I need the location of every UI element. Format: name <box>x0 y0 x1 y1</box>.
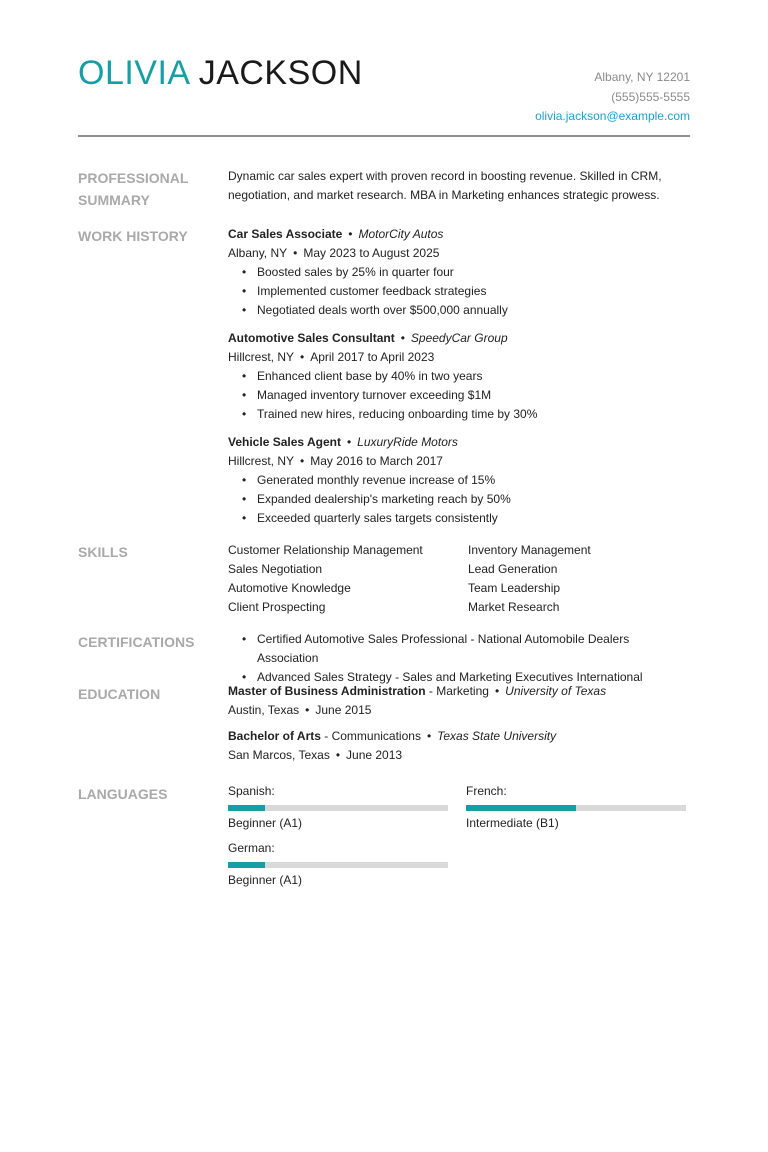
job-entry <box>228 433 690 528</box>
job-bullet: • Expanded dealership's marketing reach by 50% <box>242 490 690 509</box>
job-bullets <box>228 367 690 424</box>
first-name: OLIVIA <box>78 54 189 92</box>
separator-dot: • <box>335 748 341 762</box>
language-entry <box>228 782 466 833</box>
separator-dot: • <box>300 454 305 468</box>
section-label-languages: LANGUAGES <box>78 786 168 802</box>
job-location: Hillcrest, NY <box>228 350 295 364</box>
job-heading <box>228 329 690 348</box>
separator-dot: • <box>348 227 353 241</box>
job-bullet: • Negotiated deals worth over $500,000 annually <box>242 301 690 320</box>
candidate-name <box>78 52 363 94</box>
contact-info <box>535 68 690 127</box>
separator-dot: • <box>293 246 298 260</box>
job-title: Car Sales Associate <box>228 227 343 241</box>
job-meta <box>228 244 690 263</box>
job-location: Albany, NY <box>228 246 288 260</box>
job-dates: May 2016 to March 2017 <box>310 454 443 468</box>
job-bullet: • Enhanced client base by 40% in two years <box>242 367 690 386</box>
section-label-certifications: CERTIFICATIONS <box>78 634 195 650</box>
job-bullets <box>228 471 690 528</box>
school-name: Texas State University <box>437 729 557 743</box>
job-dates: May 2023 to August 2025 <box>303 246 440 260</box>
skill-item: Team Leadership <box>468 581 561 595</box>
job-entry <box>228 329 690 424</box>
job-bullet: • Managed inventory turnover exceeding $1M <box>242 386 690 405</box>
job-bullet: • Trained new hires, reducing onboarding time by 30% <box>242 405 690 424</box>
proficiency-bar <box>228 862 448 868</box>
header-divider <box>78 135 690 137</box>
separator-dot: • <box>494 684 500 698</box>
certification-item: • Certified Automotive Sales Professional - National Automobile Dealers Association <box>242 630 690 668</box>
job-location: Hillcrest, NY <box>228 454 295 468</box>
skill-item: Lead Generation <box>468 562 558 576</box>
skill-item: Market Research <box>468 600 560 614</box>
job-meta <box>228 452 690 471</box>
section-label-education: EDUCATION <box>78 686 161 702</box>
job-bullet: • Generated monthly revenue increase of 15% <box>242 471 690 490</box>
language-name: Spanish: <box>228 784 275 798</box>
proficiency-fill <box>466 805 576 811</box>
certification-list <box>228 630 690 687</box>
skill-item: Automotive Knowledge <box>228 581 351 595</box>
separator-dot: • <box>300 350 305 364</box>
education-meta <box>228 746 690 765</box>
language-level: Beginner (A1) <box>228 816 303 830</box>
phone-text: (555)555-5555 <box>611 89 690 104</box>
summary-text: Dynamic car sales expert with proven record in boosting revenue. Skilled in CRM, negotiation, and market research. MBA in Marketing enhances strategic prowess. <box>228 169 662 202</box>
job-title: Automotive Sales Consultant <box>228 331 395 345</box>
separator-dot: • <box>400 331 405 345</box>
separator-dot: • <box>426 729 432 743</box>
education-section <box>228 682 690 772</box>
section-label-work: WORK HISTORY <box>78 228 188 244</box>
last-name: JACKSON <box>198 54 363 92</box>
education-date: June 2015 <box>315 703 372 717</box>
section-label-summary: PROFESSIONAL SUMMARY <box>78 170 189 208</box>
certifications-section <box>228 630 690 687</box>
proficiency-fill <box>228 805 265 811</box>
education-heading <box>228 727 690 746</box>
skill-item: Inventory Management <box>468 543 591 557</box>
job-company: SpeedyCar Group <box>410 331 508 345</box>
education-entry <box>228 682 690 720</box>
separator-dot: • <box>346 435 352 449</box>
skill-item: Client Prospecting <box>228 600 326 614</box>
education-location: San Marcos, Texas <box>228 748 330 762</box>
email-link[interactable]: olivia.jackson@example.com <box>535 109 690 123</box>
job-entry <box>228 225 690 320</box>
degree-field: - Communications <box>320 729 421 743</box>
language-name: German: <box>228 841 275 855</box>
job-dates: April 2017 to April 2023 <box>310 350 435 364</box>
language-name: French: <box>466 784 507 798</box>
skill-item: Sales Negotiation <box>228 562 323 576</box>
summary-section <box>228 167 690 205</box>
job-bullets <box>228 263 690 320</box>
education-entry <box>228 727 690 765</box>
language-entry <box>466 782 688 833</box>
job-meta <box>228 348 690 367</box>
job-company: LuxuryRide Motors <box>357 435 458 449</box>
job-heading <box>228 225 690 244</box>
job-bullet: • Boosted sales by 25% in quarter four <box>242 263 690 282</box>
skill-item: Customer Relationship Management <box>228 543 423 557</box>
language-level: Intermediate (B1) <box>466 816 559 830</box>
certification-item: • Advanced Sales Strategy - Sales and Marketing Executives International <box>242 668 690 687</box>
languages-section <box>228 782 690 896</box>
education-heading <box>228 682 690 701</box>
job-company: MotorCity Autos <box>358 227 444 241</box>
language-entry <box>228 839 466 890</box>
degree-name: Bachelor of Arts <box>228 729 321 743</box>
job-heading <box>228 433 690 452</box>
resume-header <box>78 52 690 122</box>
language-level: Beginner (A1) <box>228 873 303 887</box>
education-meta <box>228 701 690 720</box>
job-bullet: • Exceeded quarterly sales targets consistently <box>242 509 690 528</box>
job-bullet: • Implemented customer feedback strategies <box>242 282 690 301</box>
location-text: Albany, NY 12201 <box>594 70 690 84</box>
school-name: University of Texas <box>505 684 607 698</box>
degree-field: - Marketing <box>425 684 489 698</box>
job-title: Vehicle Sales Agent <box>228 435 341 449</box>
work-history-section <box>228 225 690 537</box>
proficiency-fill <box>228 862 265 868</box>
education-location: Austin, Texas <box>228 703 300 717</box>
proficiency-bar <box>228 805 448 811</box>
proficiency-bar <box>466 805 686 811</box>
degree-name: Master of Business Administration <box>228 684 426 698</box>
education-date: June 2013 <box>346 748 403 762</box>
skills-section <box>228 541 690 617</box>
section-label-skills: SKILLS <box>78 544 128 560</box>
separator-dot: • <box>305 703 310 717</box>
